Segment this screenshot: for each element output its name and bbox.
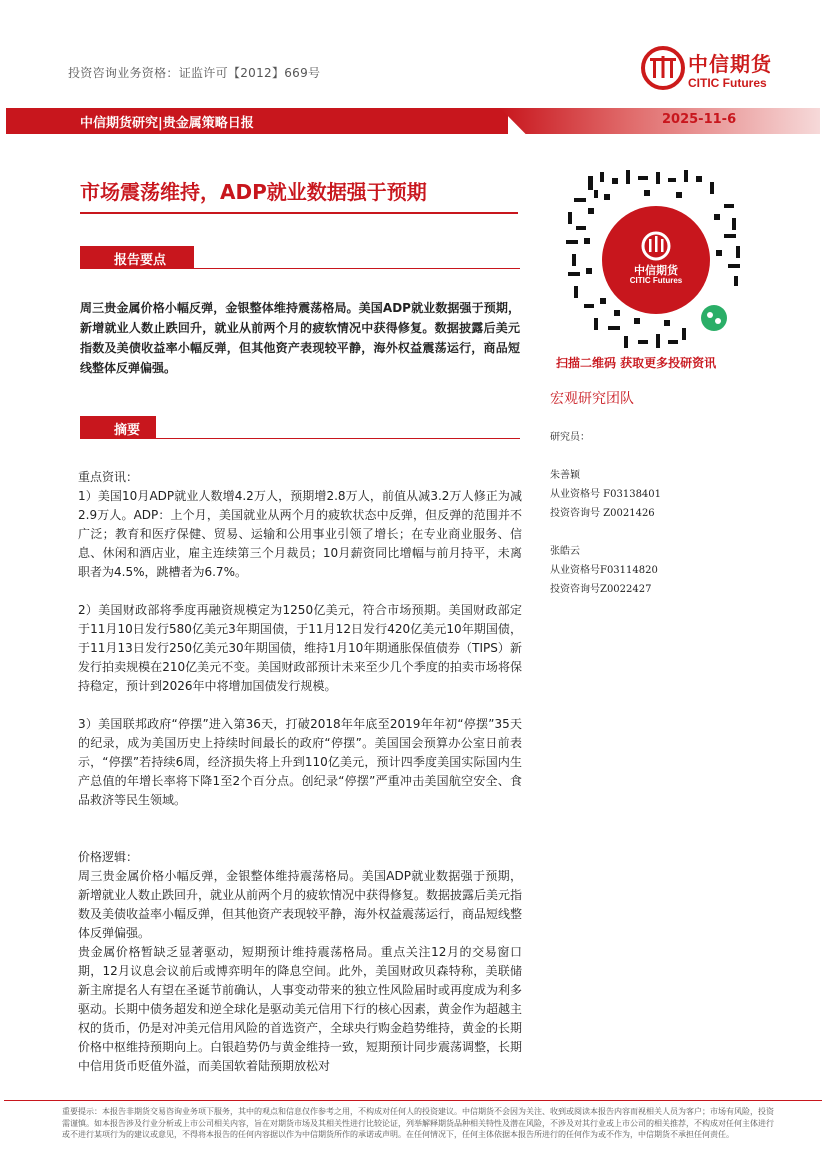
- qr-code-icon: [564, 168, 748, 352]
- logo-name-cn: 中信期货: [688, 52, 772, 76]
- analyst-2: 张皓云 从业资格号F03114820 投资咨询号Z0022427: [550, 546, 658, 595]
- key-info-item-3: 3）美国联邦政府“停摆”进入第36天，打破2018年年底至2019年年初“停摆”35天的纪录，成为美国历史上持续时间最长的政府“停摆”。美国国会预算办公室日前表示，“停摆”若持续6周，经济损失将上升到110亿美元，预计四季度美国实际国内生产总值的年增长率将下降1至2个百分点。创纪录“停摆”严重冲击美国航空安全、食品救济等民生领域。: [78, 717, 522, 807]
- report-title: 市场震荡维持，ADP就业数据强于预期: [80, 180, 427, 204]
- license-text: 投资咨询业务资格：证监许可【2012】669号: [68, 66, 321, 80]
- footer-rule: [4, 1100, 822, 1101]
- banner-title: 中信期货研究|贵金属策略日报: [80, 116, 254, 131]
- highlights-header-rule: [80, 268, 520, 269]
- key-info-item-2: 2）美国财政部将季度再融资规模定为1250亿美元，符合市场预期。美国财政部定于11月10日发行580亿美元3年期国债，于11月12日发行420亿美元10年期国债，于11月13日发行250亿美元30年期国债，维持1月10年期通胀保值债券（TIPS）新发行拍卖规模在210亿美元不变。美国财政部预计未来至少几个季度的拍卖市场将保持稳定，预计到2026年中将增加国债发行规模。: [78, 603, 522, 693]
- logo-name-en: CITIC Futures: [688, 76, 767, 90]
- researchers-label: 研究员：: [550, 432, 590, 443]
- report-date: 2025-11-6: [662, 112, 737, 127]
- key-info-item-1: 1）美国10月ADP就业人数增4.2万人，预期增2.8万人，前值从减3.2万人修正为减2.9万人。ADP：上个月，美国就业从两个月的疲软状态中反弹，但反弹的范围并不广泛；教育和医疗保健、贸易、运输和公用事业引领了增长；在专业商业服务、信息、休闲和酒店业，雇主连续第三个月裁员；10月薪资同比增幅与前月持平，未离职者为4.5%，跳槽者为6.7%。: [78, 489, 522, 579]
- qr-logo-en: CITIC Futures: [629, 276, 683, 285]
- abstract-header-rule: [80, 438, 520, 439]
- price-logic-heading: 价格逻辑：: [78, 850, 139, 864]
- abstract-header-label: 摘要: [114, 423, 141, 438]
- highlights-header-label: 报告要点: [114, 253, 167, 268]
- qr-caption: 扫描二维码 获取更多投研资讯: [556, 356, 717, 370]
- banner-gradient: [500, 108, 820, 134]
- highlights-text: 周三贵金属价格小幅反弹，金银整体维持震荡格局。美国ADP就业数据强于预期，新增就业人数止跌回升，就业从前两个月的疲软情况中获得修复。数据披露后美元指数及美债收益率小幅反弹，但其他资产表现较平静，海外权益震荡运行，商品短线整体反弹偏强。: [80, 301, 520, 375]
- citic-logo-icon: [640, 44, 686, 92]
- price-logic-paragraph-1: 周三贵金属价格小幅反弹，金银整体维持震荡格局。美国ADP就业数据强于预期，新增就业人数止跌回升，就业从前两个月的疲软情况中获得修复。数据披露后美元指数及美债收益率小幅反弹，但其他资产表现较平静，海外权益震荡运行，商品短线整体反弹偏强。: [78, 869, 523, 940]
- disclaimer-text: 重要提示：本报告非期货交易咨询业务项下服务，其中的观点和信息仅作参考之用，不构成对任何人的投资建议。中信期货不会因为关注、收到或阅读本报告内容而视相关人员为客户；市场有风险，投资需谨慎。如本报告涉及行业分析或上市公司相关内容，旨在对期货市场及其相关性进行比较论证，列举解释期货品种相关特性及潜在风险，不涉及对其行业或上市公司的相关推荐，不构成对任何主体进行或不进行某项行为的建议或意见，不得将本报告的任何内容据以作为中信期货所作的承诺或声明。在任何情况下，任何主体依据本报告所进行的任何作为或不作为，中信期货不承担任何责任。: [62, 1107, 774, 1139]
- title-underline: [80, 212, 518, 214]
- analyst-1: 朱善颖 从业资格号 F03138401 投资咨询号 Z0021426: [550, 470, 662, 519]
- price-logic-paragraph-2: 贵金属价格暂缺乏显著驱动，短期预计维持震荡格局。重点关注12月的交易窗口期，12月议息会议前后或博弈明年的降息空间。此外，美国财政贝森特称，美联储新主席提名人有望在圣诞节前确认，人事变动带来的独立性风险届时或再度成为利多驱动。长期中债务超发和逆全球化是驱动美元信用下行的核心因素，黄金作为超越主权的货币，仍是对冲美元信用风险的首选资产，全球央行购金趋势维持，黄金的长期价格中枢维持预期向上。白银趋势仍与黄金维持一致，短期预计同步震荡调整，长期中信用货币贬值外溢，而美国软着陆预期放松对: [78, 945, 523, 1073]
- key-info-heading: 重点资讯：: [78, 470, 139, 484]
- team-name: 宏观研究团队: [550, 391, 634, 407]
- qr-logo-cn: 中信期货: [634, 264, 678, 277]
